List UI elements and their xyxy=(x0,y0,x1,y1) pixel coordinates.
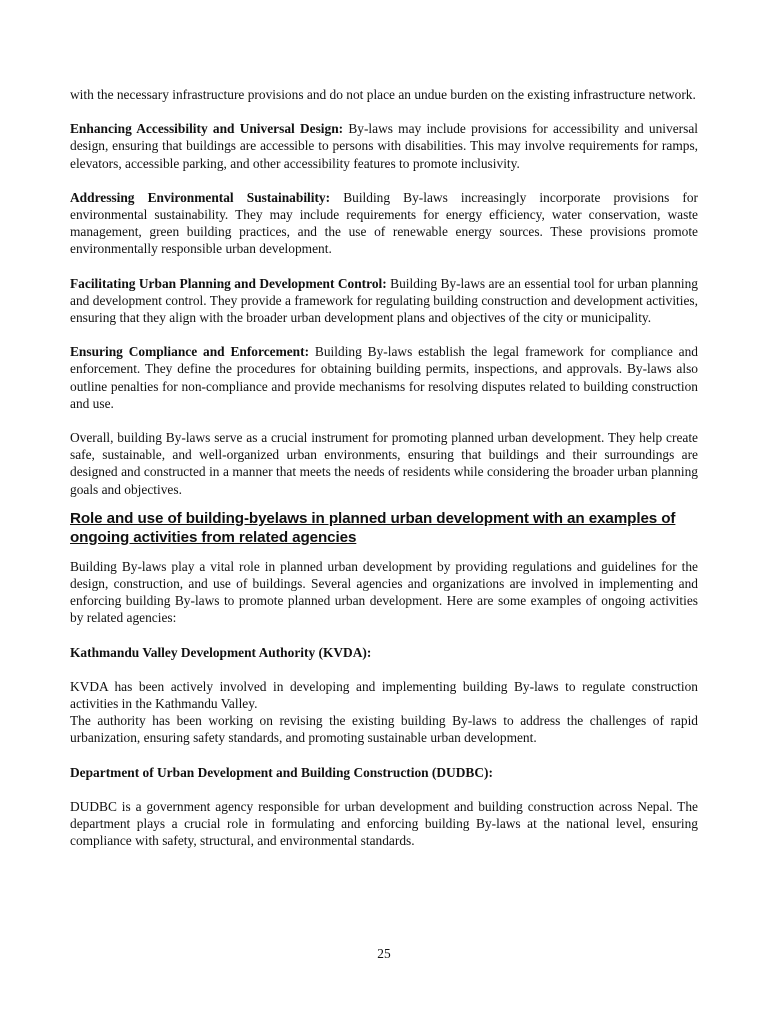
paragraph-accessibility xyxy=(70,120,698,172)
accessibility-lead: Enhancing Accessibility and Universal Design: xyxy=(70,121,344,137)
paragraph-compliance xyxy=(70,343,698,412)
planning-lead: Facilitating Urban Planning and Development Control: xyxy=(70,275,387,291)
paragraph-planning xyxy=(70,275,698,327)
kvda-line-2: The authority has been working on revising the existing building By-laws to address the challenges of rapid urbanization, ensuring safety standards, and promoting sustainable urban development. xyxy=(70,713,698,746)
page-number: 25 xyxy=(377,946,391,961)
kvda-heading: Kathmandu Valley Development Authority (KVDA): xyxy=(70,644,372,660)
paragraph-sustainability xyxy=(70,189,698,258)
section-intro: Building By-laws play a vital role in planned urban development by providing regulations and guidelines for the design, construction, and use of buildings. Several agencies and organizations are involved in implementing and enforcing building By-laws to promote planned urban development. Here are some examples of ongoing activities by related agencies: xyxy=(70,558,698,626)
accessibility-body: By-laws may include provisions for accessibility and universal design, ensuring that buildings are accessible to persons with disabilities. This may involve requirements for ramps, elevators, accessible parking, and other accessibility features to promote inclusivity. xyxy=(70,121,698,171)
planning-body: Building By-laws are an essential tool for urban planning and development control. They provide a framework for regulating building construction and development activities, ensuring that they align with the broader urban development plans and objectives of the city or municipality. xyxy=(70,275,698,326)
document-page xyxy=(70,86,698,850)
paragraph-overall: Overall, building By-laws serve as a crucial instrument for promoting planned urban development. They help create safe, sustainable, and well-organized urban environments, ensuring that buildings and their surroundings are designed and constructed in a manner that meets the needs of residents while considering the broader urban planning goals and objectives. xyxy=(70,430,698,497)
paragraph-intro-continuation: with the necessary infrastructure provisions and do not place an undue burden on the existing infrastructure network. xyxy=(70,87,696,102)
section-heading: Role and use of building-byelaws in planned urban development with an examples of ongoing activities from related agencies xyxy=(70,509,676,546)
dudbc-heading: Department of Urban Development and Building Construction (DUDBC): xyxy=(70,764,493,780)
kvda-line-1: KVDA has been actively involved in developing and implementing building By-laws to regulate construction activities in the Kathmandu Valley. xyxy=(70,678,698,712)
sustainability-body: Building By-laws increasingly incorporate provisions for environmental sustainability. They may include requirements for energy efficiency, water conservation, waste management, green building practices, and the use of renewable energy sources. These provisions promote environmentally responsible urban development. xyxy=(70,189,698,257)
sustainability-lead: Addressing Environmental Sustainability: xyxy=(70,189,331,205)
dudbc-body: DUDBC is a government agency responsible for urban development and building construction across Nepal. The department plays a crucial role in formulating and enforcing building By-laws at the national level, ensuring compliance with safety, structural, and environmental standards. xyxy=(70,798,698,849)
compliance-lead: Ensuring Compliance and Enforcement: xyxy=(70,344,310,360)
compliance-body: Building By-laws establish the legal framework for compliance and enforcement. They define the procedures for obtaining building permits, inspections, and approvals. By-laws also outline penalties for non-compliance and provide mechanisms for resolving disputes related to building construction and use. xyxy=(70,344,699,411)
